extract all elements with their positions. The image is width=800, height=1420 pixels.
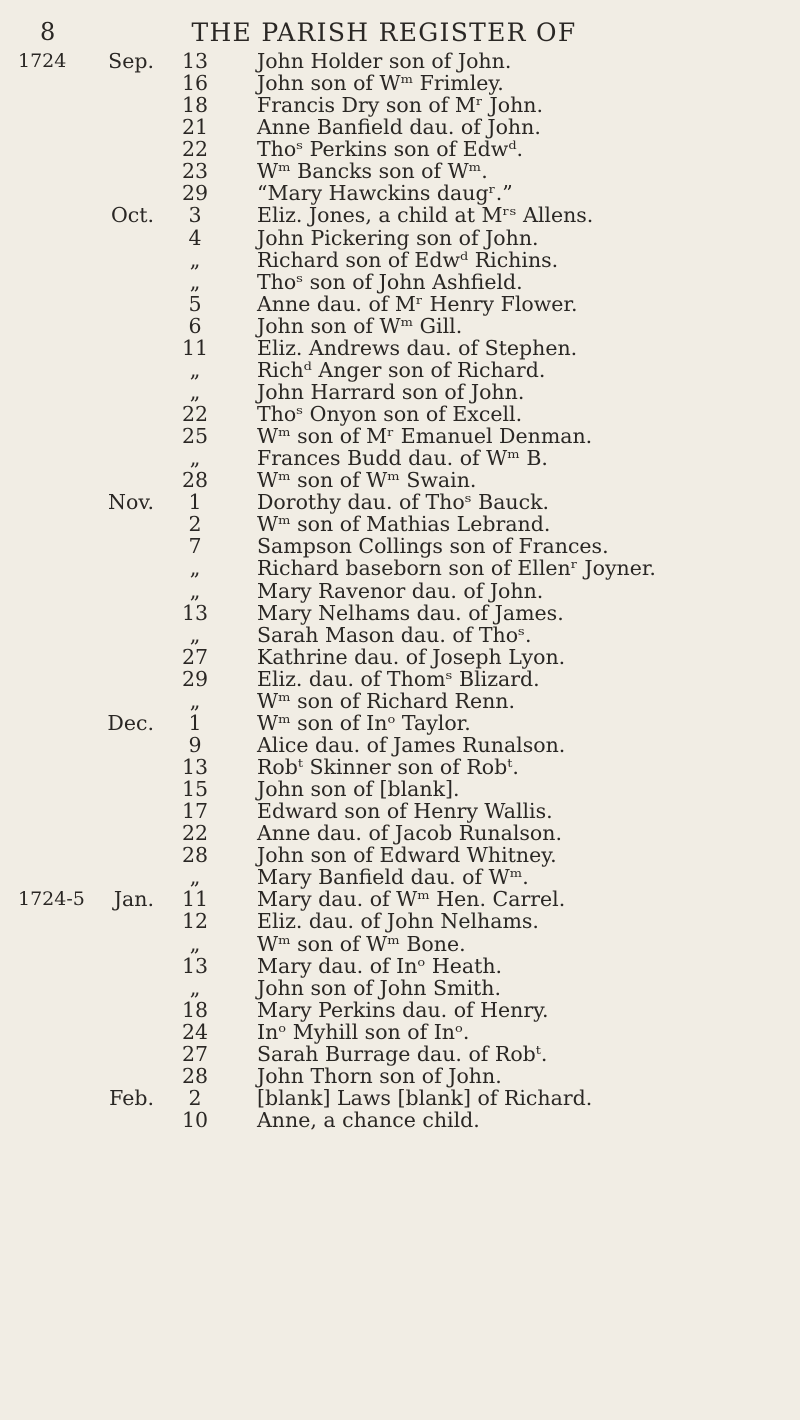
register-row [0, 910, 800, 932]
entry-day: 25 [181, 424, 209, 449]
entry-day: 22 [181, 821, 209, 846]
entry-day: „ [189, 622, 201, 647]
entry-day: 1 [188, 490, 202, 515]
entry-day: 11 [181, 887, 209, 912]
entry-day: 13 [181, 953, 209, 978]
entry-day: 3 [188, 203, 202, 228]
entry-month: Jan. [113, 887, 154, 912]
entry-day: 5 [188, 291, 202, 316]
entry-text: Richard baseborn son of Ellenʳ Joyner. [257, 556, 656, 581]
register-row [0, 933, 800, 955]
entry-text: Anne Banfield dau. of John. [257, 115, 541, 140]
register-row [0, 182, 800, 204]
register-row [0, 293, 800, 315]
entry-day: 9 [188, 732, 202, 757]
entry-day: 2 [188, 1085, 202, 1110]
entry-text: Sarah Burrage dau. of Robᵗ. [257, 1041, 548, 1066]
register-row [0, 624, 800, 646]
register-row [0, 491, 800, 513]
entry-text: Richᵈ Anger son of Richard. [257, 357, 546, 382]
entry-text: Richard son of Edwᵈ Richins. [257, 247, 559, 272]
register-row [0, 425, 800, 447]
register-row [0, 315, 800, 337]
register-row [0, 227, 800, 249]
register-row [0, 800, 800, 822]
entry-text: Kathrine dau. of Joseph Lyon. [257, 644, 566, 669]
entry-text: Robᵗ Skinner son of Robᵗ. [257, 755, 519, 779]
entry-text: John son of John Smith. [257, 975, 501, 1000]
entry-day: 13 [181, 600, 209, 625]
register-row [0, 160, 800, 182]
entry-text: Wᵐ son of Richard Renn. [257, 688, 516, 713]
entry-text: Eliz. dau. of Thomˢ Blizard. [257, 666, 540, 691]
entry-day: 28 [181, 468, 209, 493]
entry-text: John son of [blank]. [257, 777, 460, 802]
entry-month: Sep. [108, 49, 154, 73]
entry-day: 24 [181, 1019, 209, 1044]
entry-text: John Harrard son of John. [257, 379, 525, 404]
entry-text: John son of Wᵐ Gill. [257, 313, 463, 338]
register-row [0, 778, 800, 800]
register-row [0, 999, 800, 1021]
entry-year: 1724 [18, 50, 67, 72]
entry-day: 23 [181, 159, 209, 184]
register-row [0, 734, 800, 756]
entry-day: „ [189, 247, 201, 272]
register-row [0, 844, 800, 866]
register-row [0, 204, 800, 226]
entry-day: 29 [181, 666, 209, 691]
entry-text: Thoˢ Onyon son of Excell. [257, 402, 523, 426]
register-row [0, 535, 800, 557]
entry-day: 18 [181, 93, 209, 118]
register-row [0, 249, 800, 271]
entry-text: [blank] Laws [blank] of Richard. [257, 1085, 593, 1110]
entry-day: „ [189, 556, 201, 581]
register-row [0, 72, 800, 94]
entry-text: Anne, a chance child. [257, 1108, 480, 1132]
entry-day: „ [189, 446, 201, 471]
register-row [0, 1065, 800, 1087]
entry-text: John son of Edward Whitney. [257, 843, 557, 868]
entry-day: 2 [188, 512, 202, 537]
register-row [0, 866, 800, 888]
register-row [0, 271, 800, 293]
entry-day: 12 [181, 909, 209, 934]
entry-day: „ [189, 379, 201, 404]
entry-text: Anne dau. of Jacob Runalson. [257, 821, 562, 846]
entry-day: „ [189, 269, 201, 294]
entry-text: Eliz. dau. of John Nelhams. [257, 909, 539, 934]
entry-text: Mary dau. of Wᵐ Hen. Carrel. [257, 887, 566, 912]
entry-text: Thoˢ Perkins son of Edwᵈ. [257, 137, 524, 162]
entry-text: Inᵒ Myhill son of Inᵒ. [257, 1019, 470, 1044]
register-row [0, 513, 800, 535]
entry-text: Frances Budd dau. of Wᵐ B. [257, 446, 548, 471]
register-row [0, 138, 800, 160]
entry-text: Anne dau. of Mʳ Henry Flower. [257, 291, 578, 316]
entry-year: 1724-5 [18, 888, 85, 911]
entry-day: „ [189, 688, 201, 713]
entry-month: Oct. [110, 203, 154, 228]
entry-day: „ [189, 931, 201, 956]
entry-month: Dec. [107, 710, 154, 735]
entry-text: Edward son of Henry Wallis. [257, 799, 553, 824]
entry-day: 29 [181, 181, 209, 206]
entry-text: John Holder son of John. [257, 49, 512, 73]
entry-day: 16 [181, 71, 209, 96]
register-row [0, 888, 800, 910]
entry-text: Mary Nelhams dau. of James. [257, 600, 564, 625]
entry-text: John Pickering son of John. [257, 225, 539, 250]
page-title: THE PARISH REGISTER OF [191, 18, 577, 47]
register-row [0, 1109, 800, 1131]
register-row [0, 955, 800, 977]
entry-text: Sarah Mason dau. of Thoˢ. [257, 622, 532, 647]
entry-day: 10 [181, 1108, 209, 1132]
entry-text: Wᵐ son of Mʳ Emanuel Denman. [257, 424, 593, 449]
register-row [0, 690, 800, 712]
register-row [0, 337, 800, 359]
register-row [0, 116, 800, 138]
register-entries [0, 50, 800, 1131]
entry-month: Nov. [108, 490, 154, 515]
entry-text: Mary Banfield dau. of Wᵐ. [257, 865, 529, 890]
entry-text: Wᵐ son of Inᵒ Taylor. [257, 710, 471, 735]
entry-text: Mary Ravenor dau. of John. [257, 578, 544, 603]
entry-day: „ [189, 357, 201, 382]
entry-text: “Mary Hawckins daugʳ.” [257, 181, 513, 206]
register-row [0, 822, 800, 844]
entry-day: 1 [188, 710, 202, 735]
entry-day: 28 [181, 843, 209, 868]
register-row [0, 602, 800, 624]
register-row [0, 756, 800, 778]
entry-day: 6 [188, 313, 202, 338]
entry-day: 13 [181, 49, 209, 73]
entry-text: Alice dau. of James Runalson. [257, 732, 566, 757]
register-row [0, 50, 800, 72]
entry-day: 27 [181, 1041, 209, 1066]
register-row [0, 1043, 800, 1065]
register-row [0, 1087, 800, 1109]
entry-day: 11 [181, 335, 209, 360]
entry-text: Thoˢ son of John Ashfield. [257, 269, 523, 294]
register-row [0, 94, 800, 116]
entry-day: „ [189, 578, 201, 603]
entry-day: 18 [181, 997, 209, 1022]
entry-text: John son of Wᵐ Frimley. [257, 71, 504, 96]
entry-text: Mary Perkins dau. of Henry. [257, 997, 549, 1022]
entry-day: 4 [188, 225, 202, 250]
entry-day: „ [189, 865, 201, 890]
entry-day: 15 [181, 777, 209, 802]
entry-text: Eliz. Andrews dau. of Stephen. [257, 335, 578, 360]
entry-text: Wᵐ son of Wᵐ Bone. [257, 931, 466, 956]
entry-month: Feb. [109, 1085, 154, 1110]
entry-text: John Thorn son of John. [257, 1063, 502, 1088]
entry-text: Mary dau. of Inᵒ Heath. [257, 953, 503, 978]
register-row [0, 580, 800, 602]
entry-text: Wᵐ son of Wᵐ Swain. [257, 468, 477, 493]
register-row [0, 712, 800, 734]
register-row [0, 1021, 800, 1043]
register-row [0, 381, 800, 403]
entry-day: 7 [188, 534, 202, 559]
entry-day: 27 [181, 644, 209, 669]
entry-text: Dorothy dau. of Thoˢ Bauck. [257, 490, 550, 515]
entry-text: Sampson Collings son of Frances. [257, 534, 609, 559]
register-row [0, 557, 800, 579]
entry-day: 13 [181, 755, 209, 779]
entry-text: Eliz. Jones, a child at Mʳˢ Allens. [257, 203, 594, 228]
register-row [0, 469, 800, 491]
register-row [0, 646, 800, 668]
register-row [0, 359, 800, 381]
entry-day: „ [189, 975, 201, 1000]
entry-text: Wᵐ son of Mathias Lebrand. [257, 512, 551, 537]
entry-day: 22 [181, 137, 209, 162]
entry-day: 17 [181, 799, 209, 824]
page-number: 8 [40, 18, 56, 46]
register-row [0, 447, 800, 469]
entry-text: Francis Dry son of Mʳ John. [257, 93, 543, 118]
entry-text: Wᵐ Bancks son of Wᵐ. [257, 159, 488, 184]
entry-day: 22 [181, 402, 209, 426]
register-row [0, 977, 800, 999]
register-row [0, 668, 800, 690]
entry-day: 28 [181, 1063, 209, 1088]
entry-day: 21 [181, 115, 209, 140]
register-row [0, 403, 800, 425]
